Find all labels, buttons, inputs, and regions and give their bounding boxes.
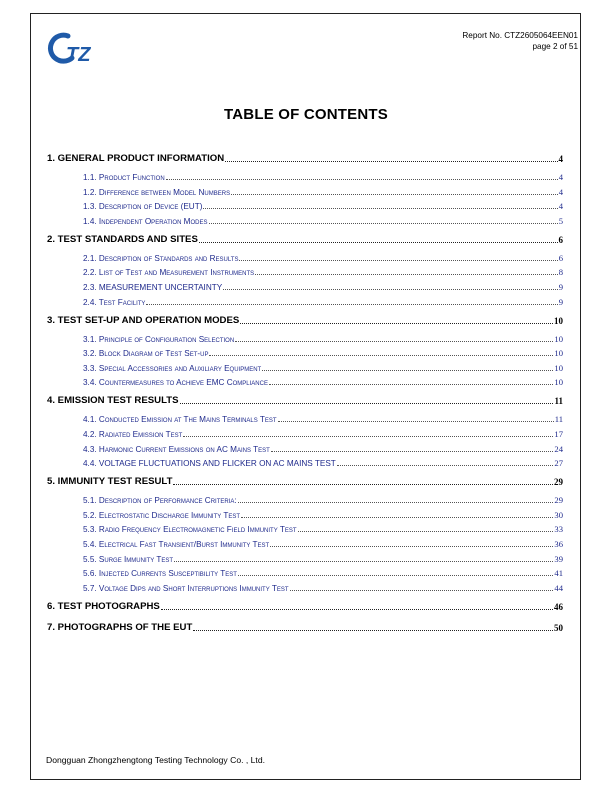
toc-section[interactable] xyxy=(47,567,563,578)
toc-chapter[interactable] xyxy=(47,621,563,633)
dot-leader xyxy=(180,403,554,404)
toc-section[interactable] xyxy=(47,553,563,564)
toc-entry-label: 2.4. Test Facility xyxy=(83,297,146,307)
dot-leader xyxy=(146,304,557,305)
toc-chapter[interactable] xyxy=(47,233,563,245)
toc-entry-page: 46 xyxy=(554,601,563,612)
dot-leader xyxy=(209,355,553,356)
toc-entry-page: 8 xyxy=(558,267,563,278)
toc-entry-page: 41 xyxy=(554,568,563,579)
logo-tz-text: TZ xyxy=(66,44,91,66)
toc-section[interactable] xyxy=(47,494,563,505)
dot-leader xyxy=(199,242,558,243)
dot-leader xyxy=(255,274,558,275)
toc-entry-label: 4.2. Radiated Emission Test xyxy=(83,430,183,439)
toc-entry-label: 5.1. Description of Performance Criteria: xyxy=(83,496,237,506)
toc-entry-label: 4.3. Harmonic Current Emissions on AC Mains Test xyxy=(83,444,270,454)
dot-leader xyxy=(262,370,553,371)
dot-leader xyxy=(238,575,553,576)
toc-entry-page: 10 xyxy=(554,333,563,344)
toc-entry-label: 5.2. Electrostatic Discharge Immunity Test xyxy=(83,510,241,520)
toc-entry-label: 4.4. VOLTAGE FLUCTUATIONS AND FLICKER ON AC MAINS TEST xyxy=(83,459,336,469)
toc-entry-page: 27 xyxy=(554,458,563,469)
ctz-logo xyxy=(46,30,110,68)
toc-section[interactable] xyxy=(47,296,563,307)
dot-leader xyxy=(193,630,553,631)
toc-section[interactable] xyxy=(47,347,563,358)
toc-entry-page: 50 xyxy=(554,622,563,633)
toc-section[interactable] xyxy=(47,443,563,454)
toc-entry-label: 5. IMMUNITY TEST RESULT xyxy=(47,476,173,488)
toc-entry-page: 36 xyxy=(554,539,563,549)
footer-company: Dongguan Zhongzhengtong Testing Technology Co. , Ltd. xyxy=(46,755,265,765)
toc-section[interactable] xyxy=(47,171,563,182)
toc-section[interactable] xyxy=(47,509,563,520)
toc-entry-page: 29 xyxy=(554,477,563,488)
toc-entry-page: 10 xyxy=(554,348,563,359)
toc-entry-label: 1.1. Product Function xyxy=(83,173,165,182)
toc-entry-page: 9 xyxy=(558,282,563,292)
dot-leader xyxy=(270,546,553,547)
toc-entry-label: 2.1. Description of Standards and Results xyxy=(83,253,239,263)
report-number: Report No. CTZ2605064EEN01 xyxy=(462,31,578,40)
dot-leader xyxy=(278,421,554,422)
toc-entry-page: 10 xyxy=(554,362,563,373)
dot-leader xyxy=(241,517,553,518)
toc-entry-page: 9 xyxy=(558,296,563,307)
toc-section[interactable] xyxy=(47,200,563,211)
toc-section[interactable] xyxy=(47,252,563,263)
toc-entry-label: 5.5. Surge Immunity Test xyxy=(83,554,174,564)
toc-entry-label: 5.4. Electrical Fast Transient/Burst Immunity Test xyxy=(83,540,270,549)
toc-section[interactable] xyxy=(47,457,563,468)
dot-leader xyxy=(240,323,553,324)
toc-section[interactable] xyxy=(47,215,563,226)
dot-leader xyxy=(173,484,553,485)
toc-section[interactable] xyxy=(47,582,563,593)
toc-entry-page: 10 xyxy=(554,315,563,326)
toc-entry-label: 2.2. List of Test and Measurement Instruments xyxy=(83,268,255,278)
toc-entry-label: 3.1. Principle of Configuration Selection xyxy=(83,334,235,344)
dot-leader xyxy=(231,194,558,195)
dot-leader xyxy=(203,208,557,209)
toc-entry-label: 1.3. Description of Device (EUT) xyxy=(83,202,203,212)
toc-entry-page: 5 xyxy=(558,215,563,226)
toc-section[interactable] xyxy=(47,376,563,387)
toc-entry-page: 11 xyxy=(554,396,563,407)
toc-entry-page: 17 xyxy=(554,429,563,439)
toc-entry-page: 4 xyxy=(558,172,563,182)
toc-entry-label: 5.3. Radio Frequency Electromagnetic Field Immunity Test xyxy=(83,525,297,535)
toc-entry-label: 3.2. Block Diagram of Test Set-up xyxy=(83,349,209,359)
toc-section[interactable] xyxy=(47,362,563,373)
page-title: TABLE OF CONTENTS xyxy=(224,106,388,123)
toc-entry-label: 5.7. Voltage Dips and Short Interruptions Immunity Test xyxy=(83,583,289,593)
page-indicator: page 2 of 51 xyxy=(532,42,578,51)
toc-section[interactable] xyxy=(47,538,563,549)
toc-entry-label: 1. GENERAL PRODUCT INFORMATION xyxy=(47,153,225,164)
toc-entry-label: 5.6. Injected Currents Susceptibility Test xyxy=(83,569,237,579)
toc-chapter[interactable] xyxy=(47,152,563,164)
toc-entry-page: 29 xyxy=(554,495,563,506)
dot-leader xyxy=(209,223,558,224)
toc-entry-label: 1.2. Difference between Model Numbers xyxy=(83,187,231,197)
toc-entry-page: 6 xyxy=(558,252,563,263)
toc-chapter[interactable] xyxy=(47,314,563,326)
dot-leader xyxy=(298,531,554,532)
dot-leader xyxy=(238,502,554,503)
toc-entry-page: 6 xyxy=(558,234,563,245)
dot-leader xyxy=(183,436,553,437)
toc-entry-label: 2. TEST STANDARDS AND SITES xyxy=(47,233,198,245)
dot-leader xyxy=(271,451,554,452)
toc-entry-label: 3.3. Special Accessories and Auxiliary Equipment xyxy=(83,363,262,373)
toc-entry-page: 10 xyxy=(554,377,563,388)
dot-leader xyxy=(235,341,553,342)
toc-entry-page: 44 xyxy=(554,582,563,593)
toc-section[interactable] xyxy=(47,333,563,344)
toc-chapter[interactable] xyxy=(47,475,563,487)
toc-section[interactable] xyxy=(47,266,563,277)
dot-leader xyxy=(290,590,554,591)
toc-section[interactable] xyxy=(47,281,563,292)
dot-leader xyxy=(166,179,558,180)
toc-entry-label: 1.4. Independent Operation Modes xyxy=(83,216,208,226)
toc-entry-label: 3.4. Countermeasures to Achieve EMC Compliance xyxy=(83,378,268,388)
toc-section[interactable] xyxy=(47,186,563,197)
toc-entry-label: 4.1. Conducted Emission at The Mains Terminals Test xyxy=(83,415,277,425)
toc-section[interactable] xyxy=(47,413,563,424)
toc-entry-label: 4. EMISSION TEST RESULTS xyxy=(47,395,179,407)
toc-entry-page: 11 xyxy=(554,414,563,425)
dot-leader xyxy=(337,465,554,466)
toc-entry-label: 2.3. MEASUREMENT UNCERTAINTY xyxy=(83,283,223,292)
dot-leader xyxy=(161,609,553,610)
toc-entry-page: 30 xyxy=(554,509,563,520)
toc-chapter[interactable] xyxy=(47,394,563,406)
toc-entry-page: 24 xyxy=(554,443,563,454)
toc-section[interactable] xyxy=(47,523,563,534)
report-header xyxy=(462,30,578,52)
dot-leader xyxy=(269,384,553,385)
toc-section[interactable] xyxy=(47,428,563,439)
toc-entry-label: 6. TEST PHOTOGRAPHS xyxy=(47,600,160,612)
dot-leader xyxy=(225,161,557,162)
toc-entry-label: 7. PHOTOGRAPHS OF THE EUT xyxy=(47,621,193,633)
dot-leader xyxy=(223,289,557,290)
toc-chapter[interactable] xyxy=(47,600,563,612)
toc-entry-label: 3. TEST SET-UP AND OPERATION MODES xyxy=(47,314,240,326)
toc-entry-page: 4 xyxy=(558,154,563,164)
dot-leader xyxy=(239,260,557,261)
dot-leader xyxy=(174,561,553,562)
toc-entry-page: 4 xyxy=(558,186,563,197)
toc-entry-page: 33 xyxy=(554,524,563,535)
toc-entry-page: 4 xyxy=(558,201,563,212)
toc-entry-page: 39 xyxy=(554,553,563,564)
